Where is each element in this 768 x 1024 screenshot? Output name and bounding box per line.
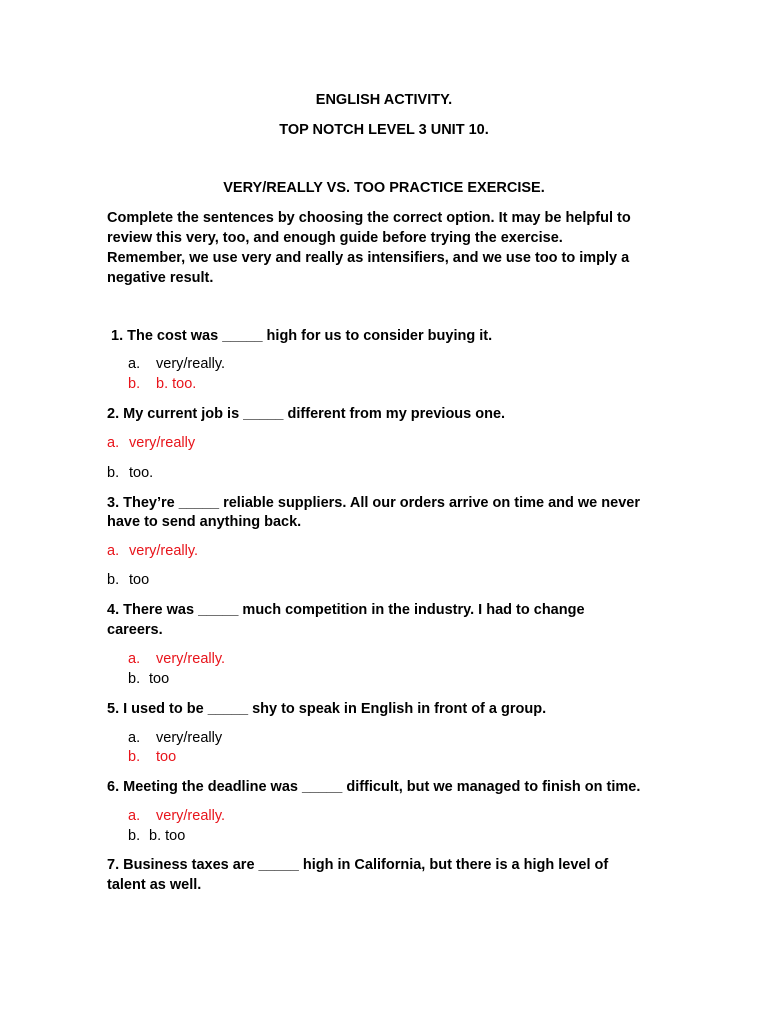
option-a-selected-answer[interactable] <box>128 807 225 826</box>
option-b[interactable] <box>128 827 185 846</box>
option-a-selected-answer[interactable] <box>128 650 225 669</box>
question-text: 2. My current job is _____ different from my previous one. <box>107 406 506 422</box>
option-text: very/really. <box>129 543 199 559</box>
instructions-line: negative result. <box>107 270 214 286</box>
option-text: very/really <box>156 730 223 746</box>
question-text: careers. <box>107 622 163 638</box>
instructions-line: Complete the sentences by choosing the correct option. It may be helpful to <box>107 210 631 226</box>
question-text: 3. They’re _____ reliable suppliers. All our orders arrive on time and we never <box>107 495 640 511</box>
option-b[interactable] <box>107 571 149 590</box>
option-text: very/really. <box>156 651 226 667</box>
instructions-line: review this very, too, and enough guide before trying the exercise. <box>107 230 563 246</box>
option-marker: b. <box>128 749 141 765</box>
option-marker: b. <box>107 572 120 588</box>
instructions-line: Remember, we use very and really as intensifiers, and we use too to imply a <box>107 250 630 266</box>
option-marker: a. <box>128 808 141 824</box>
option-text: too <box>149 671 170 687</box>
option-marker: b. <box>128 671 141 687</box>
option-b-selected-answer[interactable] <box>128 748 176 767</box>
question-text: 6. Meeting the deadline was _____ difficult, but we managed to finish on time. <box>107 779 641 795</box>
option-marker: b. <box>107 465 120 481</box>
option-b[interactable] <box>128 670 169 689</box>
document-subtitle: TOP NOTCH LEVEL 3 UNIT 10. <box>279 122 489 138</box>
option-a-selected-answer[interactable] <box>107 434 195 453</box>
option-a[interactable] <box>128 729 222 748</box>
question-text: 1. The cost was _____ high for us to consider buying it. <box>111 328 493 344</box>
option-text: very/really. <box>156 356 226 372</box>
question-text: 5. I used to be _____ shy to speak in English in front of a group. <box>107 701 547 717</box>
option-text: too <box>129 572 150 588</box>
option-marker: b. <box>128 376 141 392</box>
question-text: talent as well. <box>107 877 202 893</box>
exercise-title: VERY/REALLY VS. TOO PRACTICE EXERCISE. <box>223 180 545 196</box>
option-a-selected-answer[interactable] <box>107 542 198 561</box>
question-text: 4. There was _____ much competition in the industry. I had to change <box>107 602 585 618</box>
option-marker: a. <box>128 356 141 372</box>
option-marker: a. <box>128 730 141 746</box>
option-marker: a. <box>128 651 141 667</box>
option-text: too. <box>129 465 154 481</box>
option-marker: a. <box>107 543 120 559</box>
question-text: have to send anything back. <box>107 514 302 530</box>
option-marker: a. <box>107 435 120 451</box>
option-a[interactable] <box>128 355 225 374</box>
question-text: 7. Business taxes are _____ high in California, but there is a high level of <box>107 857 609 873</box>
option-b-selected-answer[interactable] <box>128 375 196 394</box>
option-b[interactable] <box>107 464 153 483</box>
document-title: ENGLISH ACTIVITY. <box>315 92 453 108</box>
option-text: b. too <box>149 828 186 844</box>
option-text: too <box>156 749 177 765</box>
option-text: very/really <box>129 435 196 451</box>
option-text: very/really. <box>156 808 226 824</box>
option-text: b. too. <box>156 376 197 392</box>
option-marker: b. <box>128 828 141 844</box>
